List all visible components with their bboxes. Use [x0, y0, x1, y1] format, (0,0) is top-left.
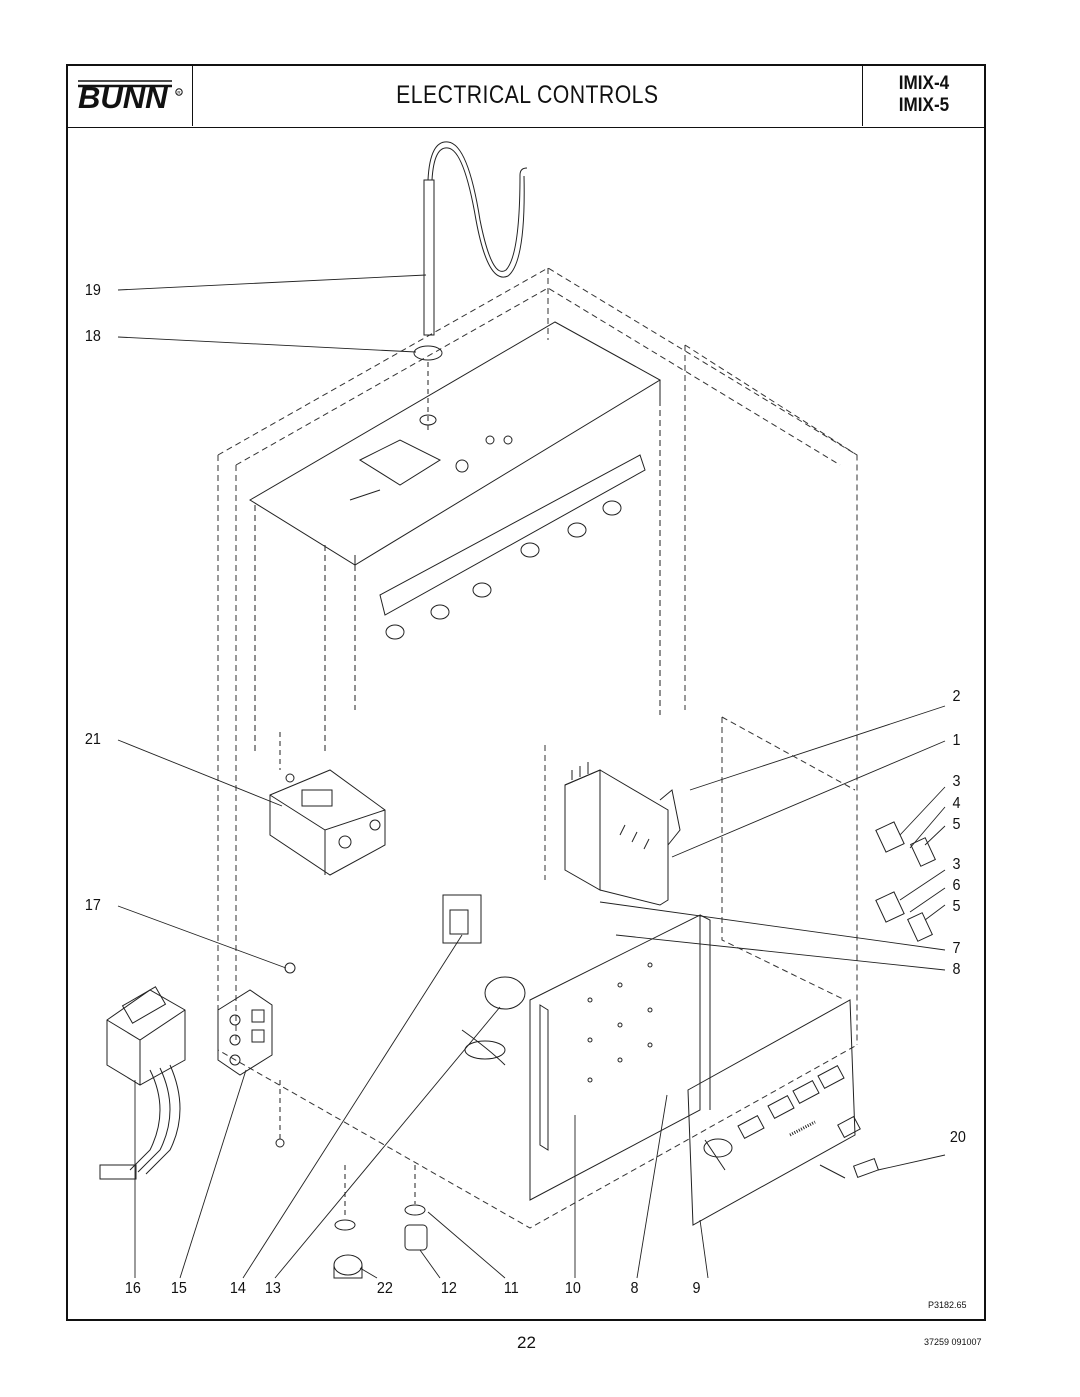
callout-6: 6: [952, 877, 961, 894]
leader-lines: [118, 275, 945, 1278]
page-number: 22: [517, 1333, 536, 1352]
callout-5b: 5: [952, 898, 961, 915]
callout-11: 11: [503, 1280, 519, 1297]
callout-4: 4: [952, 795, 961, 812]
bottom-fittings: [276, 963, 427, 1278]
probe-assembly: [414, 142, 527, 430]
callout-12: 12: [440, 1280, 457, 1297]
callout-15: 15: [170, 1280, 187, 1297]
filter-component: [270, 732, 385, 875]
control-panel-top: [250, 322, 660, 755]
callout-3a: 3: [952, 773, 961, 790]
callout-8-bottom: 8: [630, 1280, 639, 1297]
terminal-block: [218, 990, 272, 1075]
callout-2: 2: [952, 688, 961, 705]
callout-20: 20: [949, 1129, 966, 1146]
model-name-1: IMIX-4: [898, 73, 950, 94]
callout-8-right: 8: [952, 961, 961, 978]
callout-18: 18: [84, 328, 101, 345]
callout-9: 9: [692, 1280, 701, 1297]
relay-and-motor: [443, 895, 525, 1065]
svg-text:R: R: [177, 90, 181, 95]
callout-16: 16: [124, 1280, 141, 1297]
mounting-plate: [530, 915, 710, 1200]
callout-21: 21: [84, 731, 101, 748]
brand-text: BUNN: [78, 80, 168, 115]
heat-sink-assembly: [565, 762, 680, 905]
document-code: 37259 091007: [924, 1337, 982, 1347]
control-board: [688, 1000, 878, 1225]
cabinet-outline: [218, 268, 857, 1228]
callout-17: 17: [84, 897, 101, 914]
callout-19: 19: [84, 282, 101, 299]
drawing-number: P3182.65: [928, 1300, 967, 1310]
callout-22: 22: [376, 1280, 393, 1297]
callout-1: 1: [952, 732, 961, 749]
switches: [876, 822, 935, 941]
callout-13: 13: [264, 1280, 281, 1297]
callout-7: 7: [952, 940, 961, 957]
callout-5a: 5: [952, 816, 961, 833]
page-title: ELECTRICAL CONTROLS: [395, 80, 659, 109]
transformer: [100, 987, 185, 1179]
model-name-2: IMIX-5: [898, 95, 950, 116]
callout-3b: 3: [952, 856, 961, 873]
callout-14: 14: [229, 1280, 246, 1297]
callout-10: 10: [564, 1280, 581, 1297]
